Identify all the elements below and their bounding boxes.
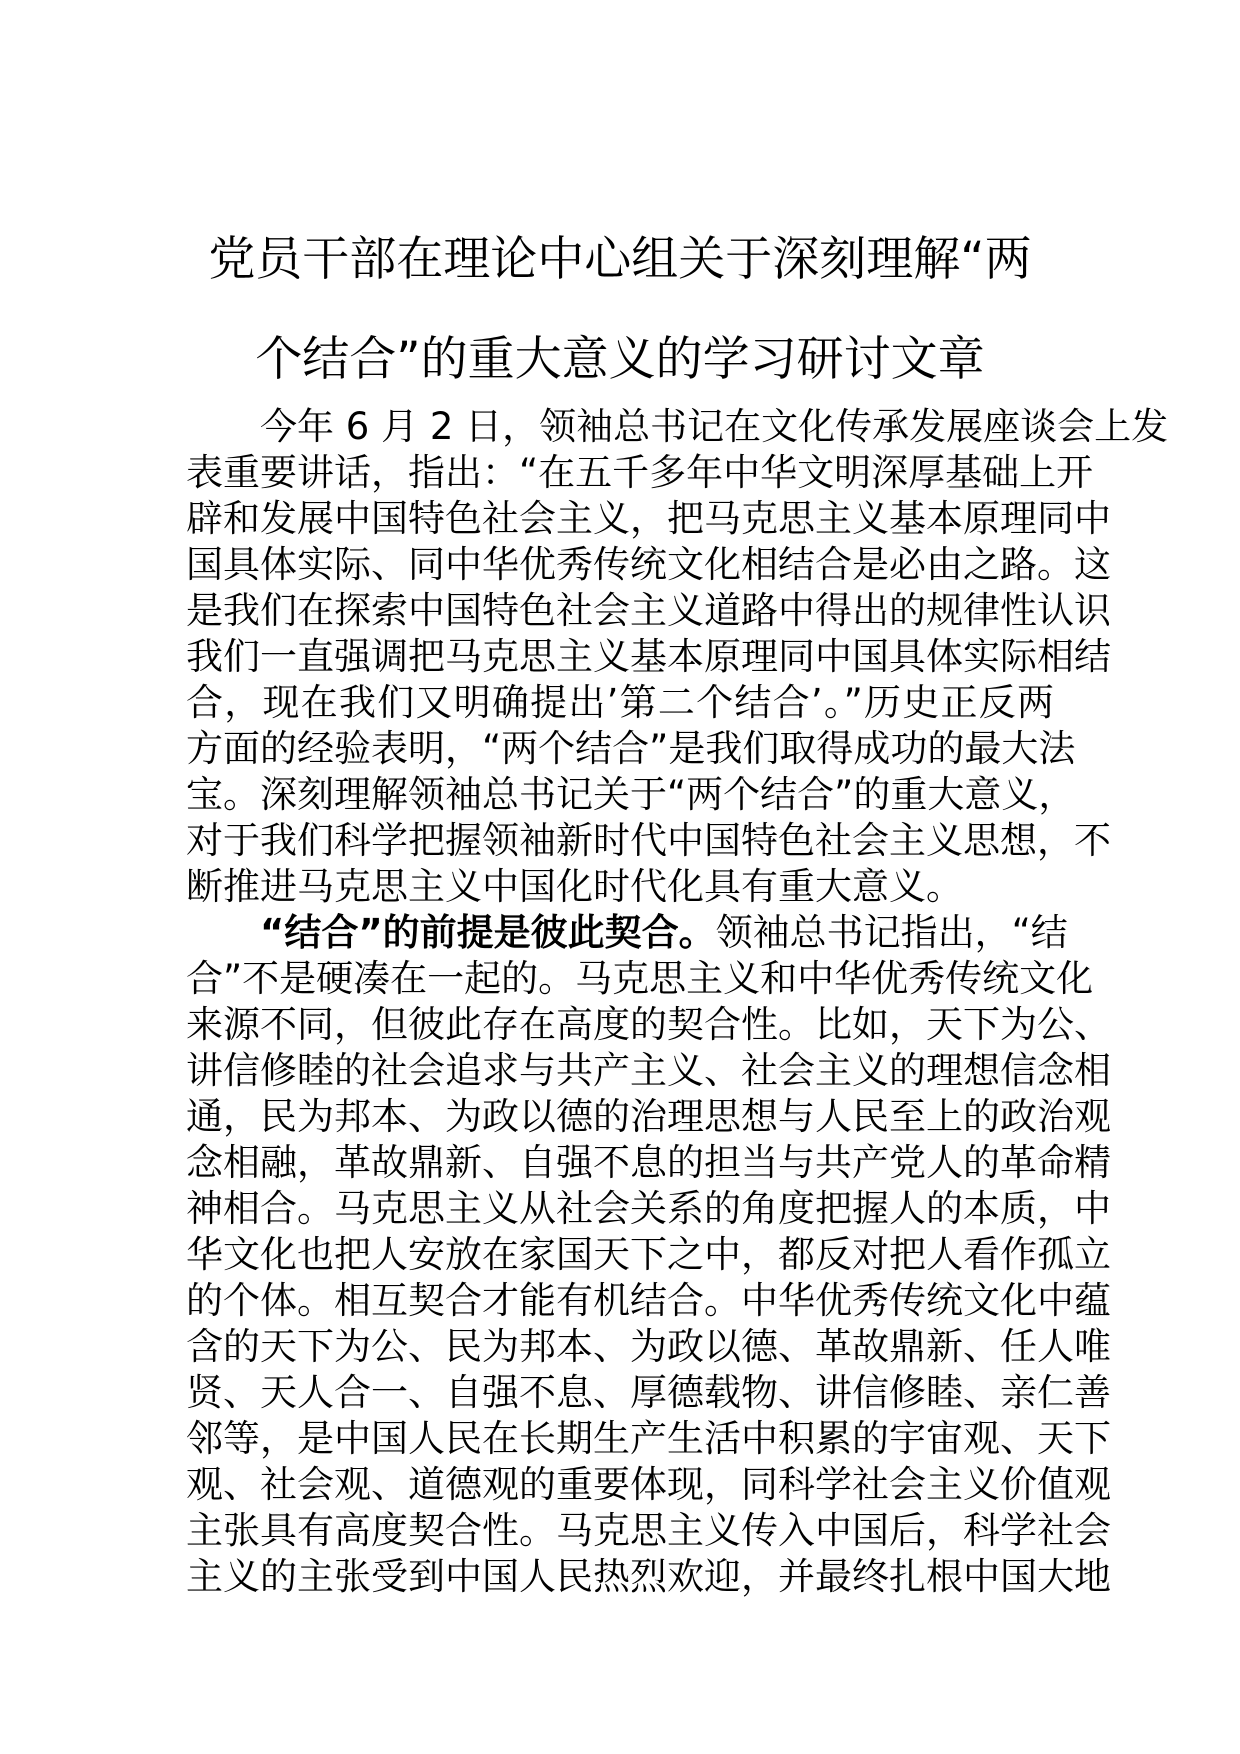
text-line: 方面的经验表明，“两个结合”是我们取得成功的最大法 bbox=[186, 727, 1076, 770]
text-line: 辟和发展中国特色社会主义，把马克思主义基本原理同中 bbox=[186, 497, 1111, 540]
text-line: 合，现在我们又明确提出’第二个结合’。”历史正反两 bbox=[186, 681, 1054, 724]
text-line: 通，民为邦本、为政以德的治理思想与人民至上的政治观 bbox=[186, 1095, 1111, 1138]
text-line: 我们一直强调把马克思主义基本原理同中国具体实际相结 bbox=[186, 635, 1111, 678]
text-line: 主张具有高度契合性。马克思主义传入中国后，科学社会 bbox=[186, 1509, 1111, 1552]
paragraph-heading-rest: 领袖总书记指出，“结 bbox=[715, 911, 1068, 954]
text-line: 宝。深刻理解领袖总书记关于“两个结合”的重大意义， bbox=[186, 773, 1076, 816]
text-line: 含的天下为公、民为邦本、为政以德、革故鼎新、任人唯 bbox=[186, 1325, 1111, 1368]
text-line: 华文化也把人安放在家国天下之中，都反对把人看作孤立 bbox=[186, 1233, 1111, 1276]
text-line: 念相融，革故鼎新、自强不息的担当与共产党人的革命精 bbox=[186, 1141, 1111, 1184]
text-line: 贤、天人合一、自强不息、厚德载物、讲信修睦、亲仁善 bbox=[186, 1371, 1111, 1414]
text-line: 主义的主张受到中国人民热烈欢迎，并最终扎根中国大地 bbox=[186, 1555, 1111, 1598]
text-line: 讲信修睦的社会追求与共产主义、社会主义的理想信念相 bbox=[186, 1049, 1111, 1092]
text-line: 是我们在探索中国特色社会主义道路中得出的规律性认识 bbox=[186, 589, 1111, 632]
text-line: 神相合。马克思主义从社会关系的角度把握人的本质，中 bbox=[186, 1187, 1111, 1230]
text-line: 国具体实际、同中华优秀传统文化相结合是必由之路。这 bbox=[186, 543, 1111, 586]
title-line-2: 个结合”的重大意义的学习研讨文章 bbox=[255, 332, 985, 387]
paragraph-1 bbox=[186, 404, 1169, 910]
text-line: 对于我们科学把握领袖新时代中国特色社会主义思想，不 bbox=[186, 819, 1111, 862]
text-line: 表重要讲话，指出：“在五千多年中华文明深厚基础上开 bbox=[186, 451, 1094, 494]
text-line-first bbox=[186, 910, 1068, 956]
text-line: 的个体。相互契合才能有机结合。中华优秀传统文化中蕴 bbox=[186, 1279, 1111, 1322]
text-line: 合”不是硬凑在一起的。马克思主义和中华优秀传统文化 bbox=[186, 957, 1094, 1000]
title-line-1: 党员干部在理论中心组关于深刻理解“两 bbox=[208, 232, 1032, 287]
text-line: 断推进马克思主义中国化时代化具有重大意义。 bbox=[186, 865, 963, 908]
paragraph-2 bbox=[186, 910, 1111, 1600]
paragraph-heading: “结合”的前提是彼此契合。 bbox=[260, 911, 716, 954]
text-line: 观、社会观、道德观的重要体现，同科学社会主义价值观 bbox=[186, 1463, 1111, 1506]
text-line: 来源不同，但彼此存在高度的契合性。比如，天下为公、 bbox=[186, 1003, 1111, 1046]
document-title bbox=[160, 210, 1080, 410]
document-body bbox=[186, 404, 1169, 1600]
text-line: 今年 6 月 2 日，领袖总书记在文化传承发展座谈会上发 bbox=[260, 405, 1169, 448]
text-line: 邻等，是中国人民在长期生产生活中积累的宇宙观、天下 bbox=[186, 1417, 1111, 1460]
